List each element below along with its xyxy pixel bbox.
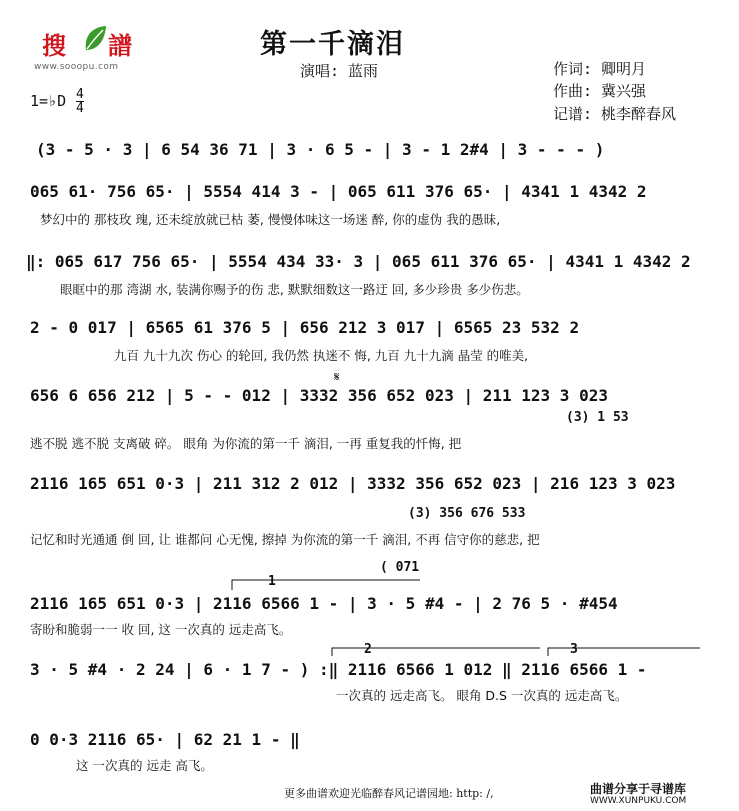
- score-row-6-lyrics: 寄盼和脆弱一一 收 回, 这 一次真的 远走高飞。: [30, 622, 292, 637]
- volta-1-label: 1: [268, 574, 276, 589]
- score-row-3-music: 2 - 0 017 | 6565 61 376 5 | 656 212 3 017 | 6565 23 532 2: [30, 318, 580, 337]
- score-row-1-music: 065 61· 756 65· | 5554 414 3 - | 065 611 376 65· | 4341 1 4342 2: [30, 182, 647, 201]
- footer-site-url: WWW.XUNPUKU.COM: [590, 796, 687, 806]
- volta-3-bracket: [548, 648, 700, 656]
- score-row-3-lyrics: 九百 九十九次 伤心 的轮回, 我仍然 执迷不 悔, 九百 九十九滴 晶莹 的唯美,: [114, 348, 529, 363]
- volta-3-label: 3: [570, 642, 578, 657]
- alt-notes-row-5: (3) 356 676 533: [408, 506, 526, 521]
- time-top: 4: [76, 87, 84, 102]
- alt-notes-row-6: ( 071: [380, 560, 420, 575]
- volta-2-bracket: [332, 648, 540, 656]
- volta-2-label: 2: [364, 642, 372, 657]
- transcriber-credit: 记谱: 桃李醉春风: [553, 105, 677, 123]
- score-row-8-lyrics: 这 一次真的 远走 高飞。: [76, 758, 213, 773]
- singer-credit: 演唱: 蓝雨: [300, 62, 379, 80]
- score-row-4-lyrics: 逃不脱 逃不脱 支离破 碎。 眼角 为你流的第一千 滴泪, 一再 重复我的忏悔, 把: [30, 436, 462, 451]
- volta-1-bracket: [232, 580, 420, 590]
- key-signature: 1=♭D: [30, 92, 67, 110]
- composer-credit: 作曲: 冀兴强: [553, 82, 647, 100]
- score-row-2-music: ‖: 065 617 756 65· | 5554 434 33· 3 | 065 611 376 65· | 4341 1 4342 2: [26, 252, 691, 271]
- score-row-8-music: 0 0·3 2116 65· | 62 21 1 - ‖: [30, 730, 300, 749]
- score-row-1-lyrics: 梦幻中的 那枝玫 瑰, 还未绽放就已枯 萎, 慢慢体味这一场迷 醉, 你的虚伪 我的愚昧,: [40, 212, 501, 227]
- score-row-6-music: 2116 165 651 0·3 | 2116 6566 1 - | 3 · 5 #4 - | 2 76 5 · #454: [30, 594, 618, 613]
- score-row-0-music: (3 - 5 · 3 | 6 54 36 71 | 3 · 6 5 - | 3 - 1 2#4 | 3 - - - ): [36, 140, 605, 159]
- lyricist-credit: 作词: 卿明月: [553, 60, 647, 78]
- song-title: 第一千滴泪: [260, 29, 405, 60]
- score-row-7-music: 3 · 5 #4 · 2 24 | 6 · 1 7 - ) :‖ 2116 6566 1 012 ‖ 2116 6566 1 -: [30, 660, 647, 679]
- footer-site-name: 曲谱分享于寻谱库: [590, 782, 687, 796]
- score-row-5-lyrics: 记忆和时光通通 倒 回, 让 谁都问 心无愧, 擦掉 为你流的第一千 滴泪, 不再 信守你的慈悲, 把: [30, 532, 540, 547]
- alt-notes-row-4: (3) 1 53: [566, 410, 629, 425]
- logo-url: www.sooopu.com: [34, 62, 119, 72]
- time-bottom: 4: [76, 101, 84, 116]
- score-row-2-lyrics: 眼眶中的那 湾湖 水, 装满你赐予的伤 悲, 默默细数这一路迂 回, 多少珍贵 多少伤悲。: [60, 282, 529, 297]
- segno-sign: 𝄋: [334, 370, 340, 385]
- score-row-7-lyrics: 一次真的 远走高飞。 眼角 D.S 一次真的 远走高飞。: [336, 688, 628, 703]
- score-row-4-music: 656 6 656 212 | 5 - - 012 | 3332 356 652 023 | 211 123 3 023: [30, 386, 608, 405]
- footer-note: 更多曲谱欢迎光临醉春风记谱园地: http: /,: [284, 787, 494, 800]
- logo-text-right: 譜: [108, 31, 132, 60]
- logo-text-left: 搜: [42, 31, 66, 60]
- score-row-5-music: 2116 165 651 0·3 | 211 312 2 012 | 3332 356 652 023 | 216 123 3 023: [30, 474, 676, 493]
